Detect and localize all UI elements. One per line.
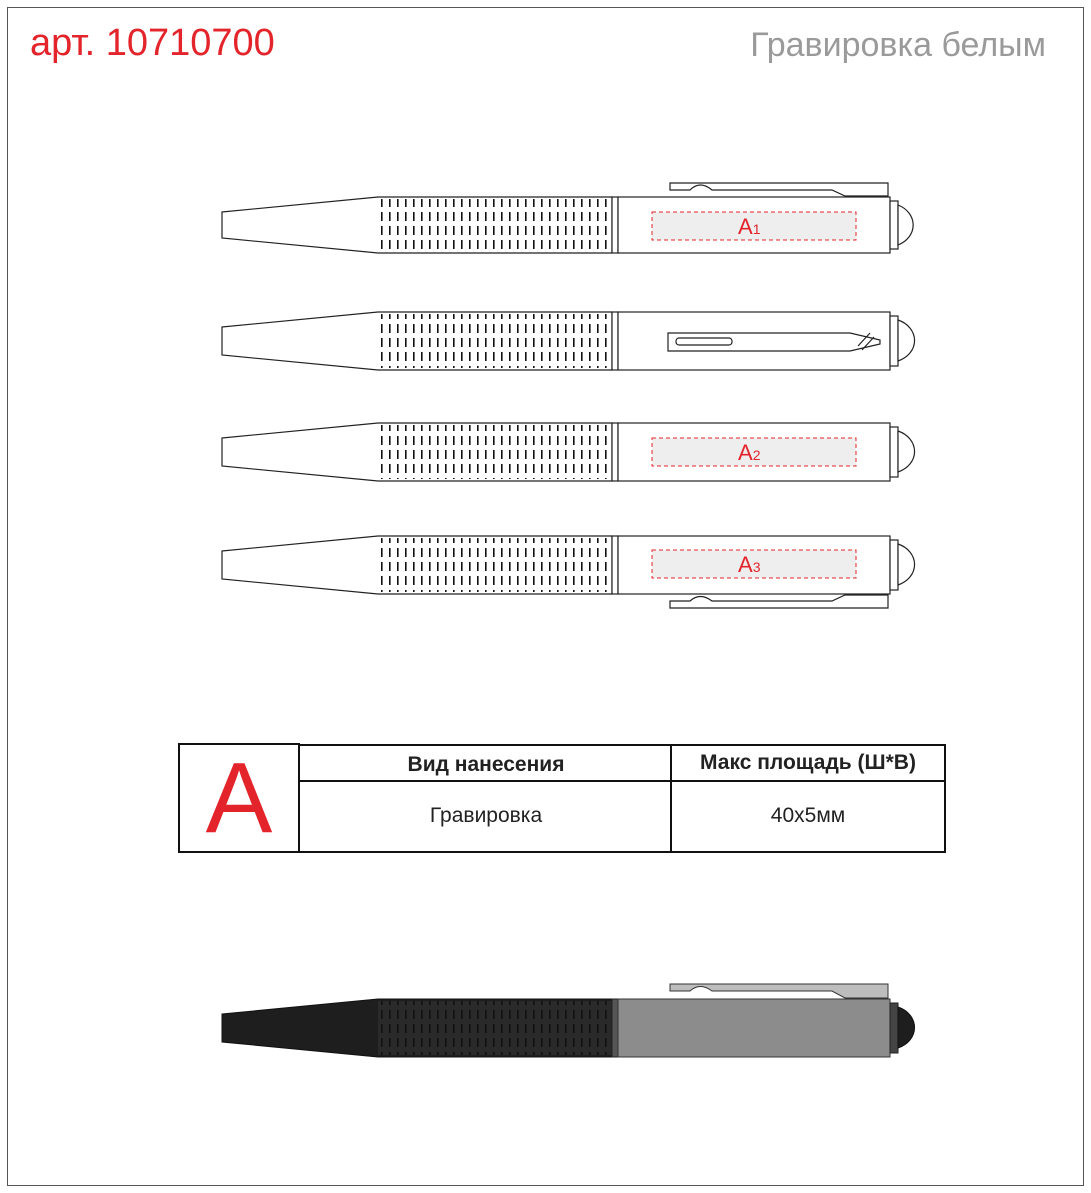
article-number: арт. 10710700 [30,22,275,64]
value-max-area: 40x5мм [670,780,946,853]
header-application-type: Вид нанесения [300,744,672,782]
pen-view-front [222,312,915,370]
zone-label-a3: A3 [738,552,761,577]
pen-product-render [222,984,915,1057]
pen-view-side [222,423,915,481]
pen-view-top [222,183,913,253]
header-max-area: Макс площадь (Ш*В) [670,744,946,782]
pen-view-bottom [222,536,915,608]
application-table [178,743,946,853]
zone-label-a1: A1 [738,214,761,239]
value-application-type: Гравировка [300,780,672,853]
application-method: Гравировка белым [750,26,1046,64]
zone-label-a2: A2 [738,440,761,465]
zone-letter: A [178,743,300,853]
